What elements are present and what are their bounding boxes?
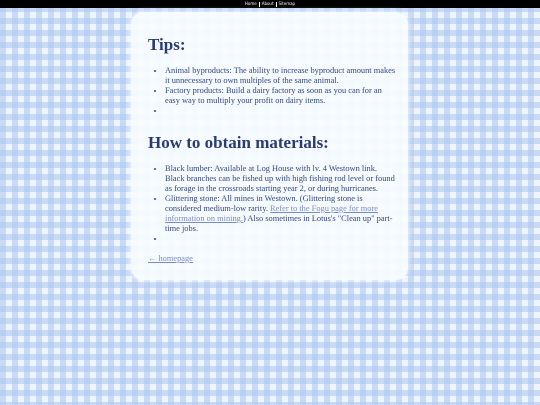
tip-item-factory-products: • Factory products: Build a dairy factory as soon as you can for an easy way to multiply your profit on dairy items. <box>165 86 398 106</box>
homepage-link[interactable]: ← homepage <box>148 254 193 263</box>
nav-home-link[interactable]: Home <box>244 1 257 6</box>
material-item-glittering-stone <box>165 194 398 234</box>
fogu-mining-link[interactable]: Refer to the Fogu page for more information on mining. <box>165 204 378 223</box>
tip-item-animal-byproducts: • Animal byproducts: The ability to increase byproduct amount makes it unnecessary to own multiples of the same animal. <box>165 66 398 86</box>
tips-list <box>148 66 398 116</box>
nav-sitemap-link[interactable]: Sitemap <box>278 1 296 6</box>
top-nav-bar <box>0 0 540 8</box>
materials-list <box>148 164 398 244</box>
tip-item-empty <box>165 106 398 116</box>
material-item-black-lumber: • Black lumber: Available at Log House with lv. 4 Westown link. Black branches can be fished up with high fishing rod level or found as forage in the crossroads starting year 2, or during hurricanes. <box>165 164 398 194</box>
nav-about-link[interactable]: About <box>261 1 274 6</box>
glittering-stone-text: Glittering stone: All mines in Westown. (Glittering stone is considered medium-low rarity. <box>165 194 363 213</box>
tips-heading: Tips: <box>148 35 186 54</box>
glittering-stone-text-after: ) Also sometimes in Lotus's "Clean up" part-time jobs. <box>165 214 393 233</box>
main-content <box>148 34 398 263</box>
material-item-empty <box>165 234 398 244</box>
materials-heading: How to obtain materials: <box>148 133 329 152</box>
